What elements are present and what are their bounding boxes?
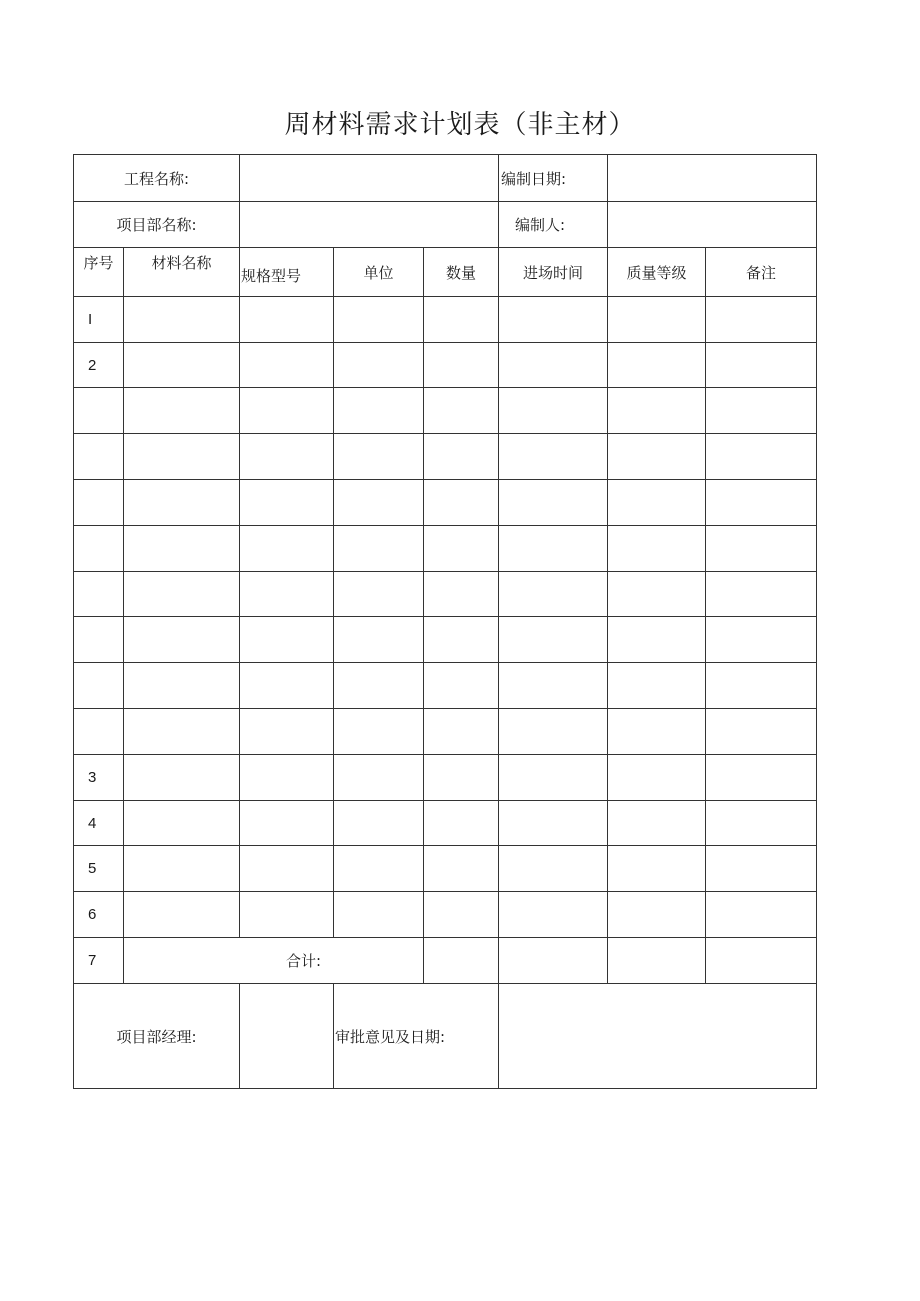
cell-spec[interactable] — [240, 663, 334, 709]
cell-remarks[interactable] — [706, 297, 817, 343]
cell-material-name[interactable] — [124, 892, 240, 938]
cell-spec[interactable] — [240, 388, 334, 434]
table-row — [74, 480, 817, 526]
row-index: 6 — [74, 892, 124, 938]
cell-remarks[interactable] — [706, 572, 817, 617]
prepare-date-field[interactable] — [608, 155, 817, 202]
cell-material-name[interactable] — [124, 663, 240, 709]
approval-label: 审批意见及日期: — [334, 984, 499, 1089]
cell-quality-grade[interactable] — [608, 663, 706, 709]
table-row — [74, 297, 817, 343]
table-row — [74, 526, 817, 572]
row-index — [74, 572, 124, 617]
cell-quantity[interactable] — [424, 572, 499, 617]
cell-quality-grade[interactable] — [608, 846, 706, 892]
cell-spec[interactable] — [240, 297, 334, 343]
cell-quantity[interactable] — [424, 343, 499, 388]
col-header-arrival-time: 进场时间 — [499, 248, 608, 297]
cell-remarks[interactable] — [706, 663, 817, 709]
row-index: 2 — [74, 343, 124, 388]
cell-material-name[interactable] — [124, 755, 240, 801]
row-index: 5 — [74, 846, 124, 892]
cell-unit[interactable] — [334, 755, 424, 801]
cell-remarks[interactable] — [706, 938, 817, 984]
row-index: 4 — [74, 801, 124, 846]
cell-spec[interactable] — [240, 343, 334, 388]
department-name-label: 项目部名称: — [74, 202, 240, 248]
cell-remarks[interactable] — [706, 892, 817, 938]
col-header-spec: 规格型号 — [240, 248, 334, 297]
cell-arrival-time[interactable] — [499, 846, 608, 892]
cell-remarks[interactable] — [706, 755, 817, 801]
cell-quality-grade[interactable] — [608, 388, 706, 434]
cell-quantity[interactable] — [424, 801, 499, 846]
cell-remarks[interactable] — [706, 617, 817, 663]
cell-material-name[interactable] — [124, 480, 240, 526]
cell-unit[interactable] — [334, 434, 424, 480]
cell-spec[interactable] — [240, 892, 334, 938]
project-name-label: 工程名称: — [74, 155, 240, 202]
cell-unit[interactable] — [334, 892, 424, 938]
cell-material-name[interactable] — [124, 801, 240, 846]
row-index — [74, 617, 124, 663]
cell-quantity[interactable] — [424, 617, 499, 663]
cell-arrival-time[interactable] — [499, 480, 608, 526]
row-index — [74, 526, 124, 572]
cell-arrival-time[interactable] — [499, 343, 608, 388]
cell-arrival-time[interactable] — [499, 801, 608, 846]
page-title: 周材料需求计划表（非主材） — [284, 110, 636, 140]
row-index — [74, 480, 124, 526]
cell-unit[interactable] — [334, 572, 424, 617]
table-row — [74, 388, 817, 434]
cell-material-name[interactable] — [124, 526, 240, 572]
table-row — [74, 892, 817, 938]
cell-quality-grade[interactable] — [608, 297, 706, 343]
material-plan-table — [73, 154, 817, 1089]
table-row — [74, 434, 817, 480]
footer-row — [74, 984, 817, 1089]
table-row — [74, 343, 817, 388]
cell-arrival-time[interactable] — [499, 663, 608, 709]
cell-material-name[interactable] — [124, 297, 240, 343]
cell-quantity[interactable] — [424, 709, 499, 755]
cell-spec[interactable] — [240, 526, 334, 572]
cell-quantity[interactable] — [424, 297, 499, 343]
cell-arrival-time[interactable] — [499, 434, 608, 480]
department-name-field[interactable] — [240, 202, 499, 248]
column-header-row — [74, 248, 817, 297]
total-row — [74, 938, 817, 984]
cell-material-name[interactable] — [124, 343, 240, 388]
cell-arrival-time[interactable] — [499, 297, 608, 343]
col-header-unit: 单位 — [334, 248, 424, 297]
cell-material-name[interactable] — [124, 572, 240, 617]
table-row — [74, 572, 817, 617]
cell-quality-grade[interactable] — [608, 343, 706, 388]
cell-arrival-time[interactable] — [499, 709, 608, 755]
cell-quality-grade[interactable] — [608, 938, 706, 984]
cell-quality-grade[interactable] — [608, 755, 706, 801]
cell-material-name[interactable] — [124, 617, 240, 663]
row-index — [74, 434, 124, 480]
cell-remarks[interactable] — [706, 801, 817, 846]
cell-quality-grade[interactable] — [608, 892, 706, 938]
table-row — [74, 846, 817, 892]
cell-unit[interactable] — [334, 663, 424, 709]
cell-material-name[interactable] — [124, 709, 240, 755]
table-row — [74, 663, 817, 709]
cell-remarks[interactable] — [706, 480, 817, 526]
cell-unit[interactable] — [334, 617, 424, 663]
row-index — [74, 709, 124, 755]
cell-quantity[interactable] — [424, 480, 499, 526]
total-label: 合计: — [124, 938, 424, 984]
cell-spec[interactable] — [240, 480, 334, 526]
cell-quality-grade[interactable] — [608, 480, 706, 526]
cell-unit[interactable] — [334, 343, 424, 388]
cell-remarks[interactable] — [706, 846, 817, 892]
cell-quantity[interactable] — [424, 892, 499, 938]
row-index — [74, 663, 124, 709]
prepare-date-label: 编制日期: — [499, 155, 608, 202]
cell-spec[interactable] — [240, 572, 334, 617]
preparer-field[interactable] — [608, 202, 817, 248]
row-index: 3 — [74, 755, 124, 801]
cell-quantity[interactable] — [424, 388, 499, 434]
header-row-project — [74, 155, 817, 202]
cell-quality-grade[interactable] — [608, 572, 706, 617]
cell-spec[interactable] — [240, 801, 334, 846]
cell-unit[interactable] — [334, 480, 424, 526]
row-index: 7 — [74, 938, 124, 984]
cell-quantity[interactable] — [424, 434, 499, 480]
col-header-quantity: 数量 — [424, 248, 499, 297]
project-name-field[interactable] — [240, 155, 499, 202]
preparer-label: 编制人: — [499, 202, 608, 248]
row-index: I — [74, 297, 124, 343]
table-row — [74, 709, 817, 755]
manager-signature-field[interactable] — [240, 984, 334, 1089]
approval-field[interactable] — [499, 984, 817, 1089]
manager-label: 项目部经理: — [74, 984, 240, 1089]
cell-unit[interactable] — [334, 846, 424, 892]
cell-quantity[interactable] — [424, 526, 499, 572]
cell-material-name[interactable] — [124, 846, 240, 892]
cell-spec[interactable] — [240, 617, 334, 663]
cell-material-name[interactable] — [124, 434, 240, 480]
cell-unit[interactable] — [334, 297, 424, 343]
cell-remarks[interactable] — [706, 388, 817, 434]
cell-remarks[interactable] — [706, 709, 817, 755]
col-header-material-name: 材料名称 — [124, 248, 240, 297]
cell-quantity[interactable] — [424, 846, 499, 892]
cell-arrival-time[interactable] — [499, 892, 608, 938]
cell-arrival-time[interactable] — [499, 938, 608, 984]
cell-unit[interactable] — [334, 709, 424, 755]
table-row — [74, 617, 817, 663]
cell-quantity[interactable] — [424, 663, 499, 709]
cell-quantity[interactable] — [424, 755, 499, 801]
col-header-quality-grade: 质量等级 — [608, 248, 706, 297]
cell-quality-grade[interactable] — [608, 709, 706, 755]
table-row — [74, 755, 817, 801]
cell-spec[interactable] — [240, 709, 334, 755]
cell-remarks[interactable] — [706, 434, 817, 480]
header-row-department — [74, 202, 817, 248]
cell-quality-grade[interactable] — [608, 801, 706, 846]
cell-arrival-time[interactable] — [499, 526, 608, 572]
cell-spec[interactable] — [240, 755, 334, 801]
cell-remarks[interactable] — [706, 343, 817, 388]
cell-unit[interactable] — [334, 388, 424, 434]
cell-spec[interactable] — [240, 434, 334, 480]
col-header-remarks: 备注 — [706, 248, 817, 297]
total-quantity[interactable] — [424, 938, 499, 984]
cell-material-name[interactable] — [124, 388, 240, 434]
cell-unit[interactable] — [334, 801, 424, 846]
cell-quality-grade[interactable] — [608, 434, 706, 480]
cell-arrival-time[interactable] — [499, 572, 608, 617]
row-index — [74, 388, 124, 434]
col-header-index: 序号 — [74, 248, 124, 297]
cell-unit[interactable] — [334, 526, 424, 572]
cell-arrival-time[interactable] — [499, 755, 608, 801]
cell-quality-grade[interactable] — [608, 617, 706, 663]
cell-spec[interactable] — [240, 846, 334, 892]
table-row — [74, 801, 817, 846]
cell-remarks[interactable] — [706, 526, 817, 572]
cell-quality-grade[interactable] — [608, 526, 706, 572]
cell-arrival-time[interactable] — [499, 388, 608, 434]
cell-arrival-time[interactable] — [499, 617, 608, 663]
